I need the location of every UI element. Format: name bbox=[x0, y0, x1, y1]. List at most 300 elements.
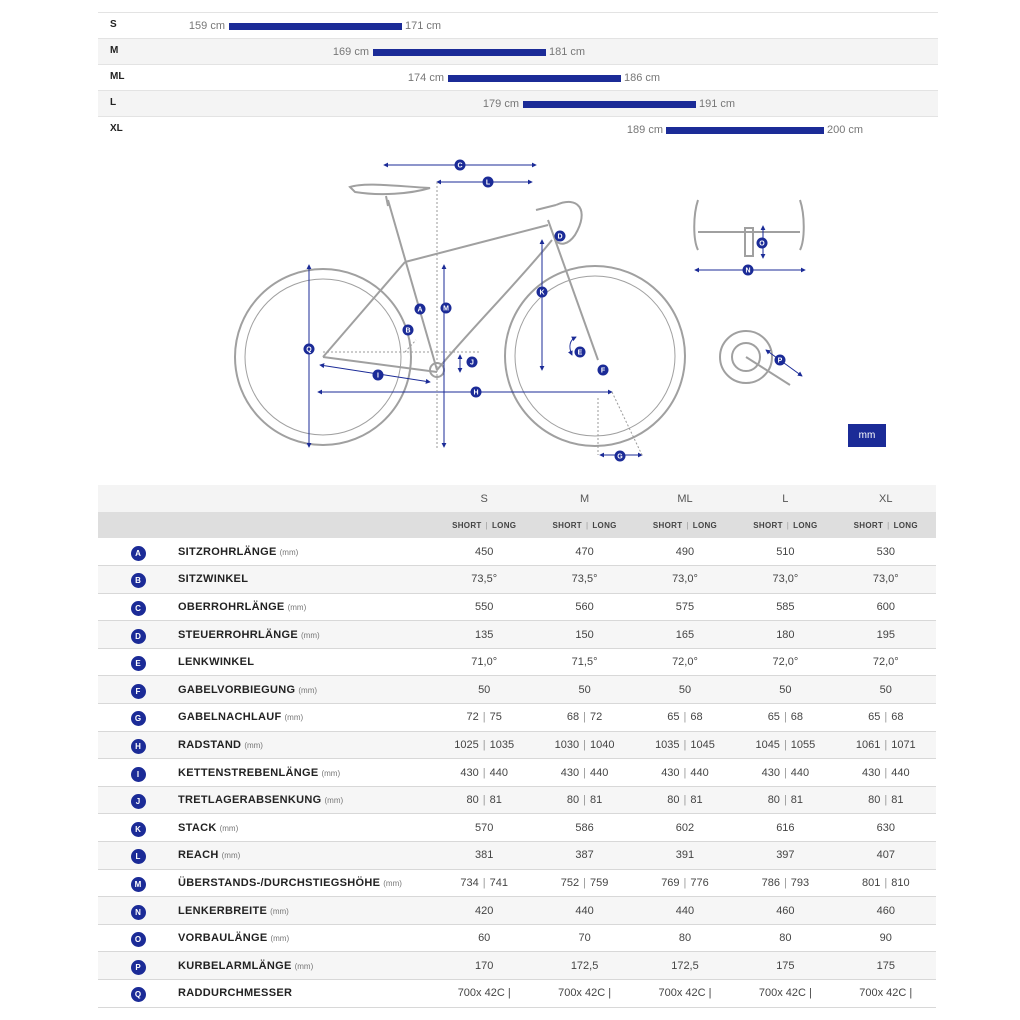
measurement-letter-badge: C bbox=[131, 601, 146, 616]
measurement-value: 50 bbox=[678, 683, 692, 696]
short-value: 65 bbox=[767, 711, 780, 724]
measurement-value: 700x 42C | bbox=[758, 987, 812, 1000]
letter-cell bbox=[98, 924, 178, 952]
short-label: SHORT bbox=[853, 520, 884, 530]
letter-cell bbox=[98, 952, 178, 980]
measurement-value: 135 bbox=[475, 628, 494, 641]
diagram-marker-f bbox=[598, 365, 609, 376]
short-value: 769 bbox=[661, 876, 680, 889]
separator: | bbox=[884, 876, 888, 889]
size-max: 186 cm bbox=[624, 72, 661, 84]
long-value: 1055 bbox=[790, 738, 816, 751]
short-long-header bbox=[735, 512, 835, 538]
measurement-value bbox=[534, 704, 634, 732]
table-row bbox=[98, 869, 936, 897]
measurement-value: 60 bbox=[478, 932, 491, 945]
short-value: 430 bbox=[661, 766, 680, 779]
size-label: L bbox=[110, 97, 117, 108]
separator: | bbox=[485, 520, 488, 530]
long-value: 776 bbox=[690, 876, 709, 889]
table-row bbox=[98, 897, 936, 925]
svg-text:P: P bbox=[777, 357, 783, 365]
size-header: M bbox=[580, 492, 590, 505]
letter-cell bbox=[98, 759, 178, 787]
svg-text:F: F bbox=[600, 367, 606, 375]
svg-text:J: J bbox=[470, 359, 474, 367]
short-label: SHORT bbox=[652, 520, 683, 530]
measurement-letter-badge: N bbox=[131, 905, 146, 920]
letter-cell bbox=[98, 814, 178, 842]
measurement-value: 381 bbox=[475, 849, 494, 862]
size-min: 169 cm bbox=[332, 46, 369, 58]
diagram-marker-i bbox=[373, 370, 384, 381]
letter-cell bbox=[98, 593, 178, 621]
measurement-value bbox=[434, 759, 534, 787]
separator: | bbox=[884, 711, 888, 724]
measurement-value bbox=[735, 704, 835, 732]
size-max: 181 cm bbox=[549, 46, 586, 58]
measurement-value bbox=[836, 759, 936, 787]
measurement-label: ÜBERSTANDS-/DURCHSTIEGSHÖHE bbox=[178, 876, 381, 889]
short-long-header bbox=[534, 512, 634, 538]
measurement-value: 450 bbox=[475, 545, 494, 558]
long-value: 81 bbox=[590, 794, 603, 807]
separator: | bbox=[686, 520, 689, 530]
long-value: 440 bbox=[891, 766, 910, 779]
size-min: 179 cm bbox=[482, 98, 519, 110]
measurement-value: 490 bbox=[675, 545, 695, 558]
measurement-value: 700x 42C | bbox=[457, 987, 511, 1000]
separator: | bbox=[683, 711, 687, 724]
size-header-row bbox=[98, 485, 936, 512]
measurement-value: 630 bbox=[876, 821, 895, 834]
short-value: 430 bbox=[460, 766, 479, 779]
table-row bbox=[98, 980, 936, 1008]
short-value: 80 bbox=[466, 794, 479, 807]
measurement-letter-badge: L bbox=[131, 849, 146, 864]
separator: | bbox=[783, 738, 787, 751]
measurement-name bbox=[178, 538, 434, 566]
measurement-value: 73,5° bbox=[571, 573, 598, 586]
table-row bbox=[98, 621, 936, 649]
measurement-value: 616 bbox=[776, 821, 795, 834]
size-row-m bbox=[98, 38, 938, 64]
measurement-value bbox=[635, 731, 735, 759]
diagram-marker-c bbox=[455, 160, 466, 171]
svg-text:C: C bbox=[457, 162, 463, 170]
size-max: 191 cm bbox=[699, 98, 736, 110]
size-label: ML bbox=[110, 71, 125, 82]
diagram-marker-k bbox=[537, 287, 548, 298]
long-value: 793 bbox=[790, 876, 810, 889]
separator: | bbox=[583, 794, 587, 807]
letter-cell bbox=[98, 538, 178, 566]
measurement-value bbox=[836, 869, 936, 897]
svg-text:O: O bbox=[759, 240, 765, 248]
diagram-marker-g bbox=[615, 451, 626, 462]
short-label: SHORT bbox=[452, 520, 482, 530]
measurement-value: 50 bbox=[478, 683, 491, 696]
measurement-label: STACK bbox=[178, 821, 217, 834]
long-value: 68 bbox=[891, 711, 904, 724]
size-max: 200 cm bbox=[827, 124, 864, 136]
measurement-name bbox=[178, 897, 434, 925]
long-value: 440 bbox=[590, 766, 609, 779]
size-min: 189 cm bbox=[626, 124, 663, 136]
short-value: 80 bbox=[667, 794, 680, 807]
measurement-name bbox=[178, 593, 434, 621]
measurement-value: 71,0° bbox=[471, 656, 498, 669]
unit-badge: mm bbox=[848, 424, 886, 447]
measurement-unit: (mm) bbox=[301, 630, 320, 640]
measurement-value: 150 bbox=[575, 628, 594, 641]
measurement-value: 550 bbox=[475, 600, 494, 613]
table-row bbox=[98, 704, 936, 732]
letter-cell bbox=[98, 704, 178, 732]
table-row bbox=[98, 842, 936, 870]
measurement-value: 407 bbox=[876, 849, 895, 862]
table-row bbox=[98, 952, 936, 980]
measurement-value bbox=[735, 786, 835, 814]
separator: | bbox=[583, 766, 587, 779]
measurement-value: 460 bbox=[776, 904, 795, 917]
geometry-table-body bbox=[98, 538, 936, 1007]
measurement-value: 73,0° bbox=[672, 573, 698, 586]
measurement-name bbox=[178, 676, 434, 704]
table-row bbox=[98, 731, 936, 759]
long-value: 72 bbox=[590, 711, 603, 724]
table-row bbox=[98, 648, 936, 676]
long-value: 1045 bbox=[690, 738, 715, 751]
size-header: XL bbox=[879, 492, 893, 505]
measurement-value: 90 bbox=[879, 932, 892, 945]
long-value: 440 bbox=[690, 766, 709, 779]
diagram-marker-l bbox=[483, 177, 494, 188]
measurement-value: 195 bbox=[876, 628, 895, 641]
short-value: 68 bbox=[566, 711, 580, 724]
separator: | bbox=[884, 738, 888, 751]
measurement-label: TRETLAGERABSENKUNG bbox=[178, 794, 322, 807]
svg-text:L: L bbox=[485, 179, 491, 187]
measurement-label: SITZROHRLÄNGE bbox=[178, 545, 277, 558]
measurement-label: LENKERBREITE bbox=[178, 904, 268, 917]
measurement-name bbox=[178, 814, 434, 842]
diagram-marker-b bbox=[403, 325, 414, 336]
measurement-name bbox=[178, 786, 434, 814]
short-value: 1045 bbox=[755, 738, 780, 751]
measurement-value: 470 bbox=[575, 545, 594, 558]
letter-cell bbox=[98, 621, 178, 649]
measurement-value: 50 bbox=[578, 683, 591, 696]
measurement-letter-badge: Q bbox=[131, 987, 146, 1002]
measurement-value: 575 bbox=[675, 600, 695, 613]
short-value: 734 bbox=[460, 876, 479, 889]
measurement-value: 170 bbox=[475, 959, 494, 972]
letter-cell bbox=[98, 731, 178, 759]
measurement-value bbox=[434, 731, 534, 759]
size-row-s bbox=[98, 12, 938, 38]
bike-outline bbox=[235, 185, 804, 446]
diagram-marker-p bbox=[775, 355, 786, 366]
separator: | bbox=[786, 520, 790, 530]
measurement-unit: (mm) bbox=[321, 768, 341, 778]
measurement-value bbox=[434, 869, 534, 897]
long-value: 81 bbox=[690, 794, 703, 807]
separator: | bbox=[683, 766, 687, 779]
measurement-name bbox=[178, 869, 434, 897]
measurement-name bbox=[178, 952, 434, 980]
measurement-value: 175 bbox=[876, 959, 895, 972]
measurement-name bbox=[178, 648, 434, 676]
long-value: 440 bbox=[489, 766, 508, 779]
measurement-label: SITZWINKEL bbox=[178, 573, 249, 586]
measurement-letter-badge: J bbox=[131, 794, 146, 809]
svg-text:K: K bbox=[539, 289, 545, 297]
letter-cell bbox=[98, 842, 178, 870]
long-value: 68 bbox=[790, 711, 804, 724]
measurement-value: 397 bbox=[776, 849, 795, 862]
long-label: LONG bbox=[592, 520, 617, 530]
measurement-value bbox=[534, 731, 634, 759]
measurement-value: 175 bbox=[776, 959, 795, 972]
measurement-unit: (mm) bbox=[270, 934, 290, 944]
measurement-name bbox=[178, 731, 434, 759]
size-header: L bbox=[782, 492, 789, 505]
dimension-lines bbox=[309, 162, 805, 455]
measurement-value: 50 bbox=[879, 683, 892, 696]
long-label: LONG bbox=[491, 520, 517, 530]
size-range-chart bbox=[98, 12, 938, 142]
measurement-value: 80 bbox=[678, 932, 692, 945]
separator: | bbox=[887, 520, 890, 530]
measurement-value: 172,5 bbox=[671, 959, 699, 972]
measurement-unit: (mm) bbox=[279, 547, 299, 557]
measurement-value: 80 bbox=[779, 932, 792, 945]
svg-text:G: G bbox=[617, 453, 623, 461]
measurement-value: 180 bbox=[776, 628, 795, 641]
measurement-unit: (mm) bbox=[294, 961, 314, 971]
measurement-value: 586 bbox=[575, 821, 594, 834]
short-label: SHORT bbox=[753, 520, 783, 530]
size-range-bar bbox=[229, 23, 402, 30]
separator: | bbox=[482, 738, 486, 751]
measurement-value: 72,0° bbox=[872, 656, 899, 669]
measurement-label: REACH bbox=[178, 849, 219, 862]
measurement-value bbox=[836, 786, 936, 814]
measurement-value: 387 bbox=[575, 849, 594, 862]
measurement-value: 70 bbox=[578, 932, 591, 945]
long-value: 81 bbox=[891, 794, 904, 807]
measurement-unit: (mm) bbox=[219, 823, 239, 833]
measurement-value: 440 bbox=[675, 904, 695, 917]
letter-cell bbox=[98, 566, 178, 594]
size-header: ML bbox=[677, 492, 693, 505]
measurement-label: VORBAULÄNGE bbox=[178, 932, 268, 945]
measurement-label: RADSTAND bbox=[178, 738, 242, 751]
short-value: 1025 bbox=[454, 738, 479, 751]
separator: | bbox=[783, 794, 787, 807]
short-long-header bbox=[434, 512, 534, 538]
separator: | bbox=[683, 794, 687, 807]
letter-cell bbox=[98, 676, 178, 704]
size-label: M bbox=[110, 45, 119, 56]
letter-cell bbox=[98, 897, 178, 925]
measurement-label: OBERROHRLÄNGE bbox=[178, 600, 285, 613]
short-value: 430 bbox=[560, 766, 580, 779]
long-label: LONG bbox=[692, 520, 718, 530]
svg-text:M: M bbox=[443, 305, 449, 313]
measurement-letter-badge: P bbox=[131, 960, 146, 975]
measurement-label: GABELVORBIEGUNG bbox=[178, 683, 296, 696]
size-header: S bbox=[480, 492, 488, 505]
measurement-unit: (mm) bbox=[383, 878, 402, 888]
measurement-value bbox=[534, 786, 634, 814]
measurement-value: 165 bbox=[675, 628, 695, 641]
separator: | bbox=[783, 766, 787, 779]
letter-cell bbox=[98, 980, 178, 1008]
table-row bbox=[98, 593, 936, 621]
long-value: 810 bbox=[891, 876, 910, 889]
separator: | bbox=[683, 876, 687, 889]
diagram-marker-m bbox=[441, 303, 452, 314]
size-range-bar bbox=[666, 127, 824, 134]
measurement-value: 172,5 bbox=[570, 959, 599, 972]
long-value: 81 bbox=[489, 794, 502, 807]
separator: | bbox=[884, 794, 888, 807]
table-row bbox=[98, 538, 936, 566]
svg-text:Q: Q bbox=[306, 346, 312, 354]
size-label: XL bbox=[110, 123, 123, 134]
measurement-letter-badge: F bbox=[131, 684, 146, 699]
measurement-value: 72,0° bbox=[772, 656, 799, 669]
measurement-label: LENKWINKEL bbox=[178, 656, 255, 669]
short-long-header bbox=[635, 512, 735, 538]
measurement-value: 585 bbox=[776, 600, 795, 613]
measurement-name bbox=[178, 566, 434, 594]
letter-cell bbox=[98, 648, 178, 676]
diagram-marker-d bbox=[555, 231, 566, 242]
short-value: 1061 bbox=[855, 738, 881, 751]
long-value: 440 bbox=[790, 766, 810, 779]
measurement-letter-badge: E bbox=[131, 656, 146, 671]
short-value: 80 bbox=[767, 794, 780, 807]
measurement-unit: (mm) bbox=[270, 906, 289, 916]
separator: | bbox=[884, 766, 888, 779]
measurement-letter-badge: G bbox=[131, 711, 146, 726]
separator: | bbox=[783, 876, 787, 889]
svg-text:E: E bbox=[577, 349, 583, 357]
measurement-value: 700x 42C | bbox=[558, 987, 612, 1000]
measurement-letter-badge: B bbox=[131, 573, 146, 588]
separator: | bbox=[482, 794, 486, 807]
diagram-marker-j bbox=[467, 357, 478, 368]
measurement-name bbox=[178, 842, 434, 870]
measurement-value: 700x 42C | bbox=[859, 987, 913, 1000]
table-row bbox=[98, 566, 936, 594]
diagram-marker-q bbox=[304, 344, 315, 355]
measurement-value: 510 bbox=[776, 545, 795, 558]
size-range-bar bbox=[373, 49, 546, 56]
long-value: 81 bbox=[790, 794, 804, 807]
measurement-value bbox=[836, 731, 936, 759]
measurement-value bbox=[635, 759, 735, 787]
measurement-value bbox=[434, 704, 534, 732]
diagram-marker-h bbox=[471, 387, 482, 398]
bike-geometry-diagram bbox=[200, 138, 900, 473]
short-label: SHORT bbox=[552, 520, 582, 530]
table-row bbox=[98, 786, 936, 814]
measurement-name bbox=[178, 704, 434, 732]
measurement-value bbox=[735, 759, 835, 787]
separator: | bbox=[482, 711, 486, 724]
short-value: 1030 bbox=[554, 738, 580, 751]
measurement-value: 700x 42C | bbox=[658, 987, 712, 1000]
svg-text:D: D bbox=[557, 233, 563, 241]
size-max: 171 cm bbox=[405, 20, 442, 32]
measurement-value bbox=[735, 731, 835, 759]
long-label: LONG bbox=[893, 520, 918, 530]
measurement-letter-badge: K bbox=[131, 822, 146, 837]
letter-cell bbox=[98, 786, 178, 814]
long-value: 75 bbox=[489, 711, 502, 724]
size-min: 159 cm bbox=[188, 20, 225, 32]
svg-text:N: N bbox=[745, 267, 751, 275]
separator: | bbox=[583, 738, 587, 751]
separator: | bbox=[482, 876, 486, 889]
table-row bbox=[98, 814, 936, 842]
measurement-name bbox=[178, 924, 434, 952]
separator: | bbox=[683, 738, 687, 751]
diagram-marker-o bbox=[757, 238, 768, 249]
short-value: 801 bbox=[861, 876, 881, 889]
short-value: 72 bbox=[466, 711, 479, 724]
measurement-label: KURBELARMLÄNGE bbox=[178, 959, 292, 972]
short-value: 80 bbox=[566, 794, 580, 807]
measurement-value: 570 bbox=[475, 821, 494, 834]
size-row-ml bbox=[98, 64, 938, 90]
measurement-value: 440 bbox=[575, 904, 594, 917]
size-range-bar bbox=[523, 101, 696, 108]
measurement-value: 72,0° bbox=[672, 656, 698, 669]
measurement-name bbox=[178, 621, 434, 649]
measurement-letter-badge: H bbox=[131, 739, 146, 754]
short-value: 80 bbox=[868, 794, 881, 807]
separator: | bbox=[783, 711, 787, 724]
measurement-letter-badge: I bbox=[131, 767, 146, 782]
measurement-value bbox=[534, 869, 634, 897]
size-range-bar bbox=[448, 75, 621, 82]
svg-text:B: B bbox=[405, 327, 411, 335]
measurement-label: GABELNACHLAUF bbox=[178, 711, 282, 724]
separator: | bbox=[585, 520, 589, 530]
diagram-marker-n bbox=[743, 265, 754, 276]
size-label: S bbox=[110, 19, 117, 30]
long-value: 1035 bbox=[489, 738, 515, 751]
measurement-value bbox=[635, 704, 735, 732]
measurement-unit: (mm) bbox=[324, 796, 344, 806]
diagram-markers bbox=[304, 160, 786, 462]
table-row bbox=[98, 759, 936, 787]
long-value: 741 bbox=[489, 876, 508, 889]
short-value: 430 bbox=[761, 766, 780, 779]
measurement-letter-badge: M bbox=[131, 877, 146, 892]
short-value: 430 bbox=[861, 766, 881, 779]
separator: | bbox=[583, 876, 587, 889]
measurement-value: 602 bbox=[675, 821, 695, 834]
short-value: 1035 bbox=[655, 738, 680, 751]
measurement-value bbox=[434, 786, 534, 814]
svg-text:A: A bbox=[417, 306, 423, 314]
